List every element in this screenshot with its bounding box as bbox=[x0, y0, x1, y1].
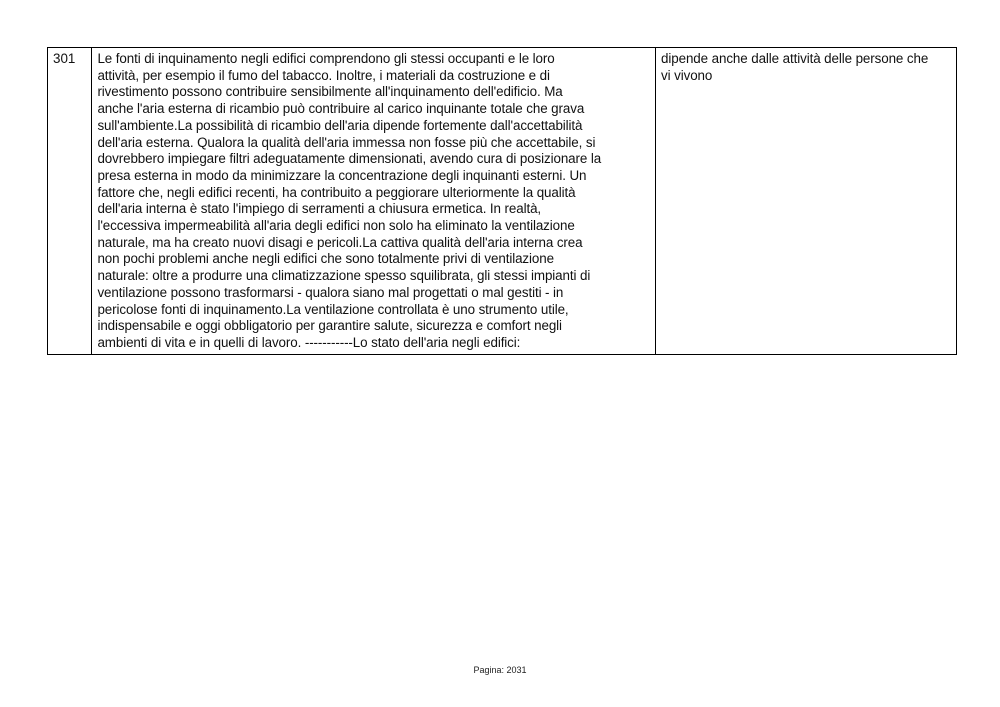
page-number: Pagina: 2031 bbox=[473, 665, 527, 675]
row-number: 301 bbox=[48, 48, 92, 355]
answer-text: dipende anche dalle attività delle persone che vi vivono bbox=[656, 48, 957, 355]
question-table bbox=[47, 47, 957, 355]
question-text: Le fonti di inquinamento negli edifici comprendono gli stessi occupanti e le loro attività, per esempio il fumo del tabacco. Inoltre, i materiali da costruzione e di rivestimento possono contribuire sensibilmente all'inquinamento dell'edificio. Ma anche l'aria esterna di ricambio può contribuire al carico inquinante totale che grava sull'ambiente.La possibilità di ricambio dell'aria dipende fortemente dall'accettabilità dell'aria esterna. Qualora la qualità dell'aria immessa non fosse più che accettabile, si dovrebbero impiegare filtri adeguatamente dimensionati, avendo cura di posizionare la presa esterna in modo da minimizzare la concentrazione degli inquinanti esterni. Un fattore che, negli edifici recenti, ha contribuito a peggiorare ulteriormente la qualità dell'aria interna è stato l'impiego di serramenti a chiusura ermetica. In realtà, l'eccessiva impermeabilità all'aria degli edifici non solo ha eliminato la ventilazione naturale, ma ha creato nuovi disagi e pericoli.La cattiva qualità dell'aria interna crea non pochi problemi anche negli edifici che sono totalmente privi di ventilazione naturale: oltre a produrre una climatizzazione spesso squilibrata, gli stessi impianti di ventilazione possono trasformarsi - qualora siano mal progettati o mal gestiti - in pericolose fonti di inquinamento.La ventilazione controllata è uno strumento utile, indispensabile e oggi obbligatorio per garantire salute, sicurezza e comfort negli ambienti di vita e in quelli di lavoro. -----------Lo stato dell'aria negli edifici: bbox=[92, 48, 656, 355]
table-row bbox=[48, 48, 957, 355]
